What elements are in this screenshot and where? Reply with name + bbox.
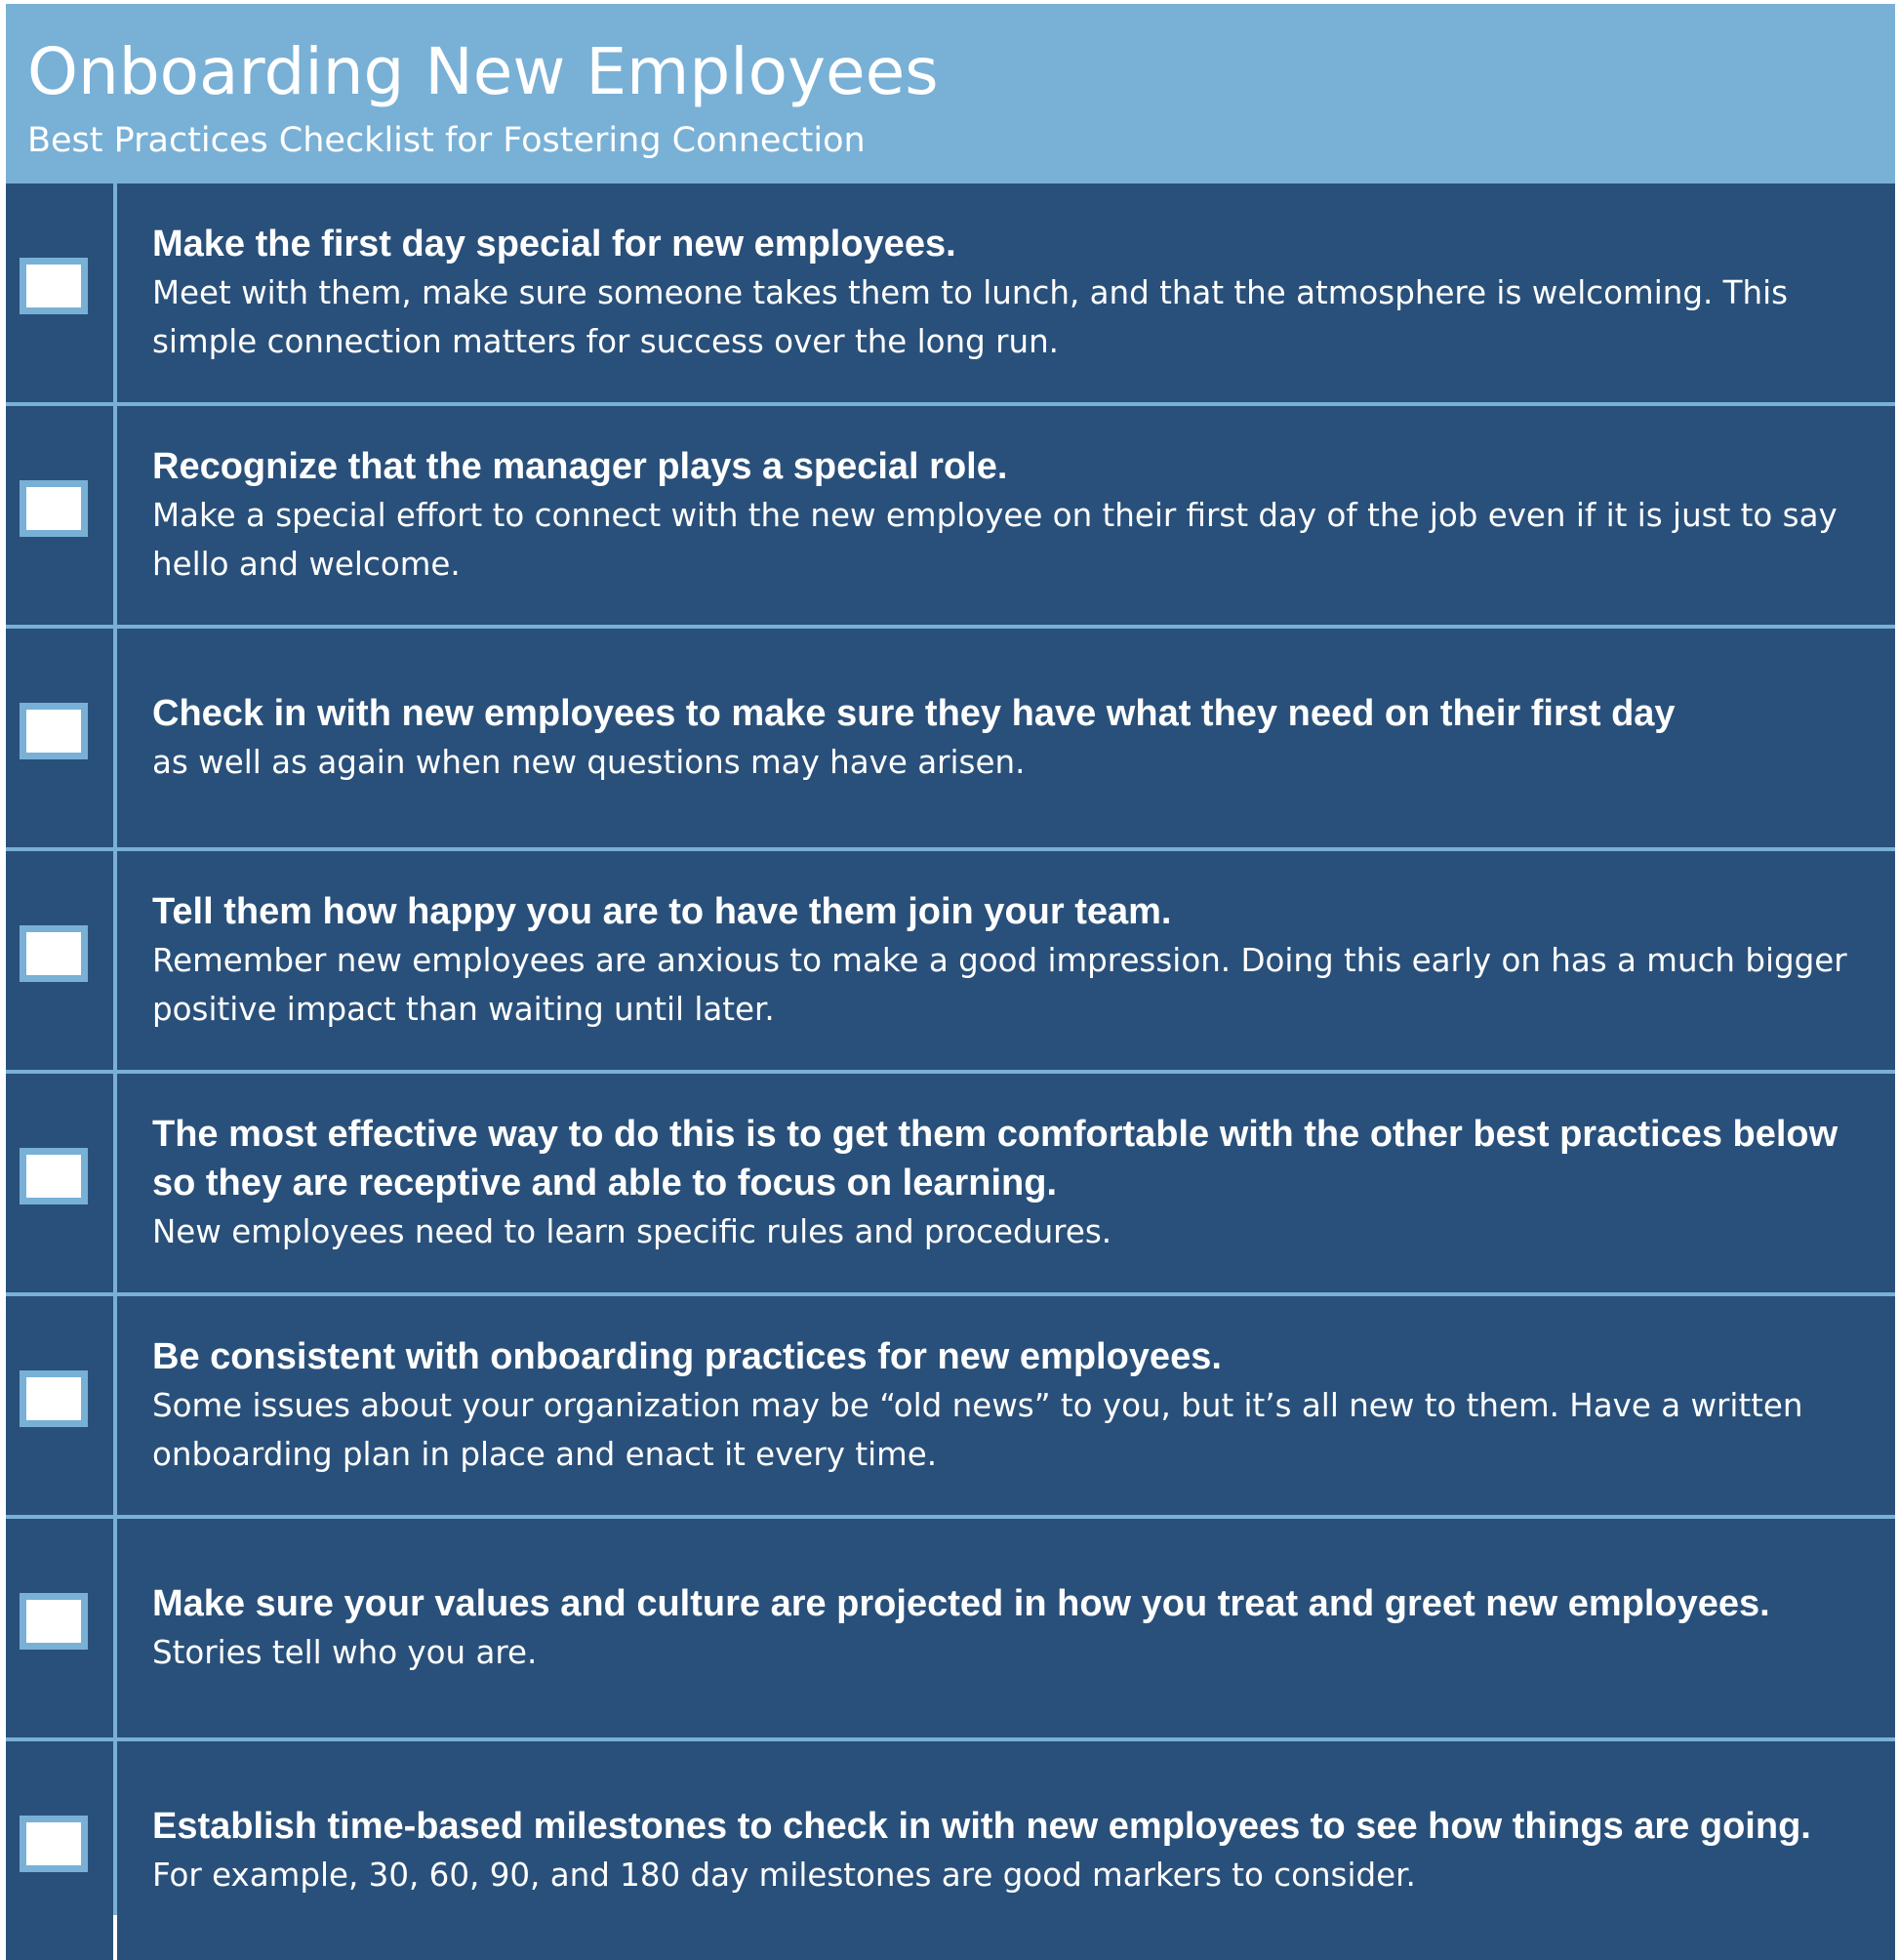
item-text bbox=[117, 184, 1895, 402]
checklist-item bbox=[6, 629, 1895, 847]
page-title: Onboarding New Employees bbox=[27, 34, 939, 109]
item-description: For example, 30, 60, 90, and 180 day milestones are good markers to consider. bbox=[152, 1857, 1416, 1894]
item-text bbox=[117, 851, 1895, 1070]
checkbox[interactable] bbox=[20, 480, 88, 537]
checklist-item bbox=[6, 851, 1895, 1070]
checklist-item bbox=[6, 406, 1895, 625]
checkbox-cell bbox=[6, 184, 113, 402]
item-description: Remember new employees are anxious to make a good impression. Doing this early on has a much bigger positive impact than waiting until later. bbox=[152, 942, 1847, 1028]
checkbox[interactable] bbox=[20, 1816, 88, 1872]
item-text bbox=[117, 629, 1895, 847]
item-title: Make the first day special for new employees. bbox=[152, 224, 956, 265]
item-text bbox=[117, 1296, 1895, 1515]
checkbox[interactable] bbox=[20, 1148, 88, 1205]
checkbox-cell bbox=[6, 1296, 113, 1515]
checklist-item bbox=[6, 1741, 1895, 1960]
checklist-item bbox=[6, 1296, 1895, 1515]
checkbox[interactable] bbox=[20, 703, 88, 759]
item-text bbox=[117, 1741, 1895, 1960]
checkbox[interactable] bbox=[20, 258, 88, 314]
checkbox[interactable] bbox=[20, 1370, 88, 1427]
item-text bbox=[117, 1519, 1895, 1737]
item-title: Tell them how happy you are to have them join your team. bbox=[152, 891, 1172, 932]
checkbox-cell bbox=[6, 1741, 113, 1960]
checklist-sheet bbox=[6, 4, 1895, 1915]
item-title: Make sure your values and culture are projected in how you treat and greet new employees. bbox=[152, 1583, 1770, 1624]
item-description: Make a special effort to connect with the new employee on their first day of the job even if it is just to say hello and welcome. bbox=[152, 497, 1838, 583]
checkbox-cell bbox=[6, 406, 113, 625]
item-title: The most effective way to do this is to get them comfortable with the other best practices below so they are receptive and able to focus on learning. bbox=[152, 1114, 1838, 1204]
checkbox[interactable] bbox=[20, 925, 88, 982]
page-subtitle: Best Practices Checklist for Fostering Connection bbox=[27, 121, 866, 160]
checklist-item bbox=[6, 1074, 1895, 1292]
checkbox-cell bbox=[6, 629, 113, 847]
checkbox-cell bbox=[6, 1519, 113, 1737]
item-text bbox=[117, 1074, 1895, 1292]
checkbox-cell bbox=[6, 851, 113, 1070]
checklist bbox=[6, 184, 1895, 1960]
item-title: Be consistent with onboarding practices for new employees. bbox=[152, 1336, 1222, 1377]
item-title: Check in with new employees to make sure they have what they need on their first day bbox=[152, 693, 1676, 734]
item-title: Recognize that the manager plays a special role. bbox=[152, 446, 1008, 487]
item-description: Meet with them, make sure someone takes them to lunch, and that the atmosphere is welcoming. This simple connection matters for success over the long run. bbox=[152, 274, 1789, 360]
item-description: Stories tell who you are. bbox=[152, 1634, 538, 1671]
item-description: as well as again when new questions may have arisen. bbox=[152, 744, 1026, 781]
header bbox=[6, 4, 1895, 184]
checkbox[interactable] bbox=[20, 1593, 88, 1650]
checklist-item bbox=[6, 184, 1895, 402]
item-title: Establish time-based milestones to check in with new employees to see how things are going. bbox=[152, 1806, 1811, 1847]
item-description: New employees need to learn specific rules and procedures. bbox=[152, 1213, 1112, 1250]
checklist-item bbox=[6, 1519, 1895, 1737]
item-description: Some issues about your organization may be “old news” to you, but it’s all new to them. Have a written onboarding plan in place and enact it every time. bbox=[152, 1387, 1803, 1473]
item-text bbox=[117, 406, 1895, 625]
checkbox-cell bbox=[6, 1074, 113, 1292]
